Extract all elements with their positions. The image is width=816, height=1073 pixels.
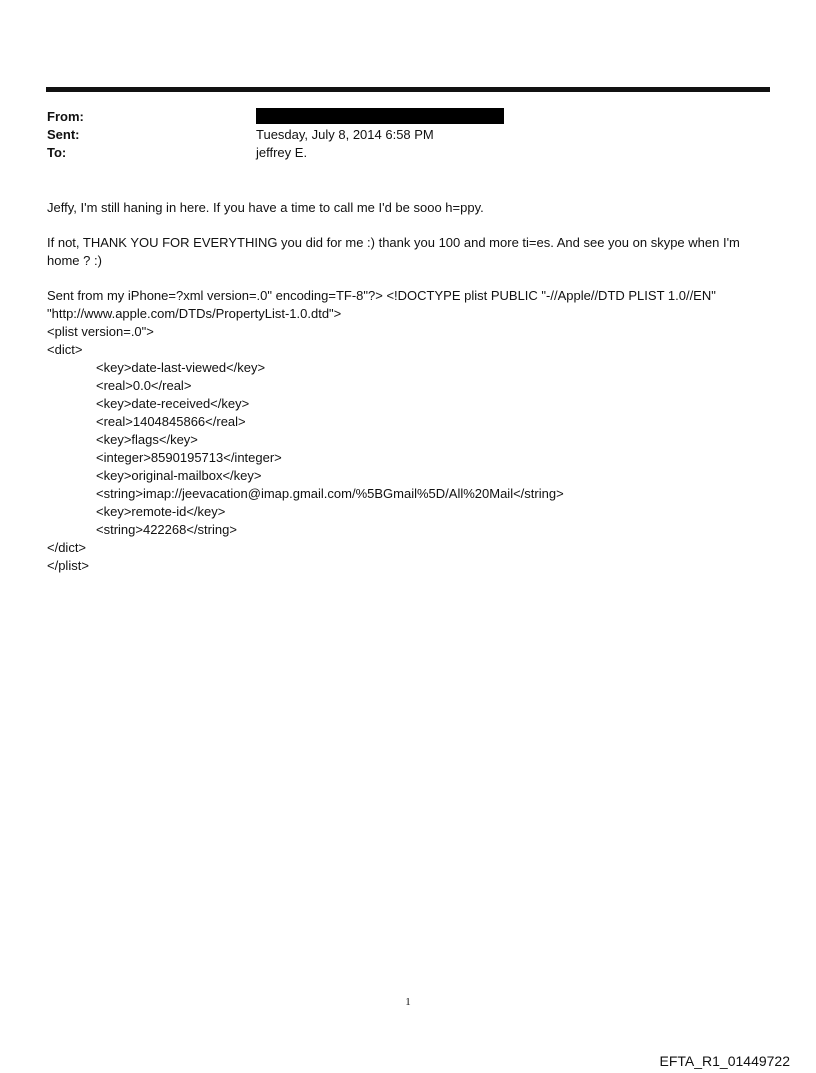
plist-line: <plist version=.0"> [47, 324, 154, 339]
sent-label: Sent: [47, 127, 80, 142]
plist-line: </plist> [47, 558, 89, 573]
to-value: jeffrey E. [256, 145, 308, 160]
plist-line: <key>flags</key> [96, 432, 198, 447]
plist-line: Sent from my iPhone=?xml version=.0" encoding=TF-8"?> <!DOCTYPE plist PUBLIC "-//Apple//DTD PLIST 1.0//EN" [47, 288, 716, 303]
plist-line: <real>1404845866</real> [96, 414, 246, 429]
plist-line: <key>date-received</key> [96, 396, 250, 411]
plist-line: "http://www.apple.com/DTDs/PropertyList-1.0.dtd"> [47, 306, 342, 321]
header-rule [46, 87, 770, 92]
plist-line: <integer>8590195713</integer> [96, 450, 282, 465]
document-id: EFTA_R1_01449722 [659, 1053, 790, 1069]
plist-line: <string>422268</string> [96, 522, 237, 537]
redacted-from-value [256, 108, 504, 124]
page-number: 1 [405, 996, 411, 1008]
plist-line: <dict> [47, 342, 83, 357]
plist-line: <key>original-mailbox</key> [96, 468, 262, 483]
plist-line: <key>date-last-viewed</key> [96, 360, 266, 375]
body-paragraph-2-line-2: home ? :) [47, 253, 102, 268]
plist-line: <string>imap://jeevacation@imap.gmail.com/%5BGmail%5D/All%20Mail</string> [96, 486, 564, 501]
to-label: To: [47, 145, 67, 160]
sent-value: Tuesday, July 8, 2014 6:58 PM [256, 127, 434, 142]
plist-line: </dict> [47, 540, 87, 555]
body-paragraph-2-line-1: If not, THANK YOU FOR EVERYTHING you did for me :) thank you 100 and more ti=es. And see you on skype when I'm [47, 235, 740, 250]
plist-line: <real>0.0</real> [96, 378, 192, 393]
plist-line: <key>remote-id</key> [96, 504, 226, 519]
body-paragraph-1: Jeffy, I'm still haning in here. If you have a time to call me I'd be sooo h=ppy. [47, 200, 484, 215]
from-label: From: [47, 109, 84, 124]
